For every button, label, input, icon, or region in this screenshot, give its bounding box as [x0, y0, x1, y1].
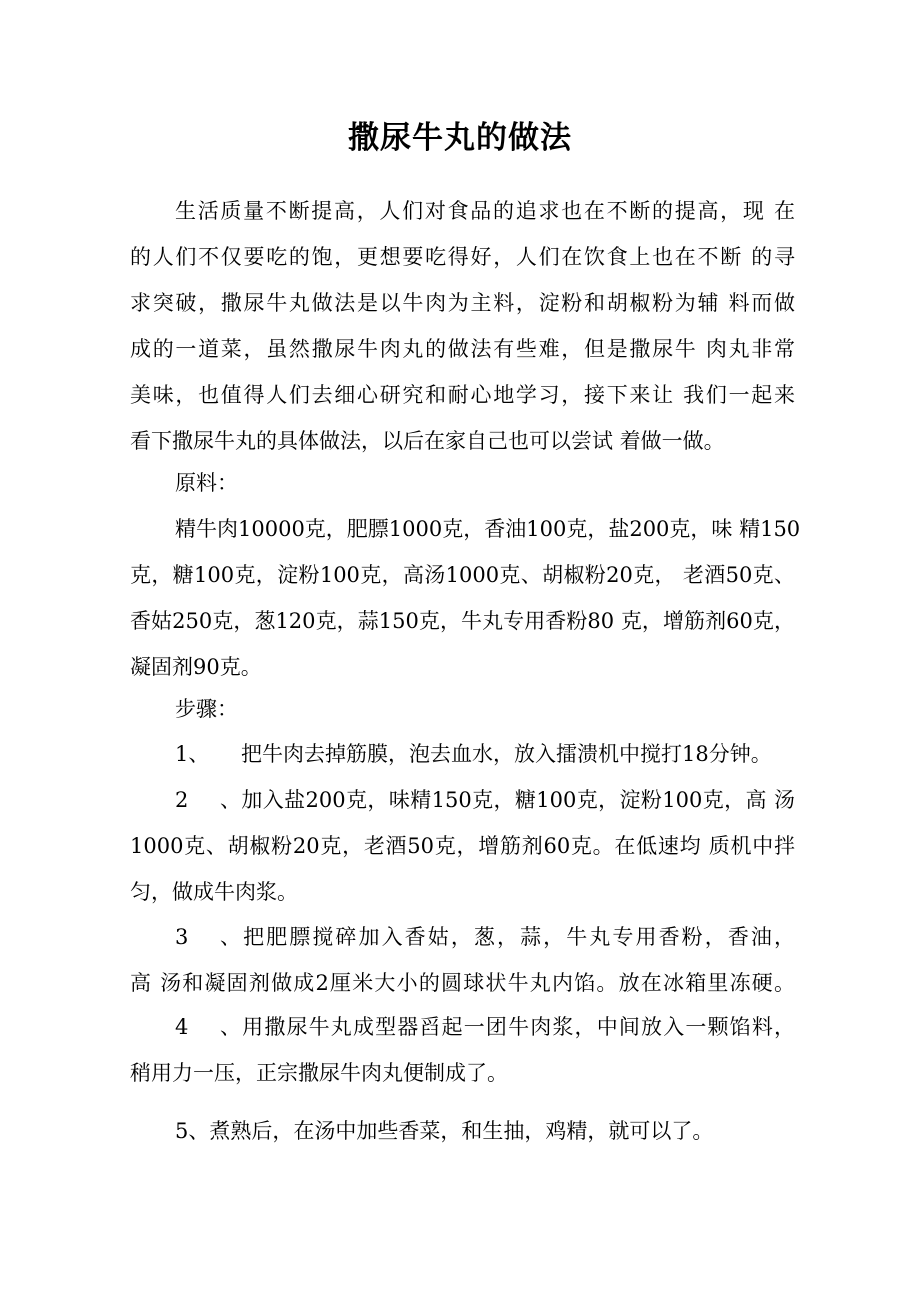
step-item — [130, 914, 795, 1006]
step-text: 把牛肉去掉筋膜，泡去血水，放入擂溃机中搅打18分钟。 — [241, 742, 772, 766]
intro-line: 生活质量不断提高，人们对食品的追求也在不断的提高，现 在 — [175, 199, 795, 223]
ingredients-line: 克，糖100克，淀粉100克，高汤1000克、胡椒粉20克， 老酒50克、 — [130, 563, 795, 587]
intro-line: 求突破，撒尿牛丸做法是以牛肉为主料，淀粉和胡椒粉为辅 料而做 — [130, 291, 795, 315]
step-text: 把肥膘搅碎加入香姑，葱，蒜，牛丸专用香粉，香油， — [241, 925, 795, 949]
step-line — [130, 731, 795, 777]
step-line: 高 汤和凝固剂做成2厘米大小的圆球状牛丸内馅。放在冰箱里冻硬。 — [130, 971, 795, 995]
document-title: 撒尿牛丸的做法 — [348, 120, 572, 156]
ingredients-line: 精牛肉10000克，肥膘1000克，香油100克，盐200克，味 精150 — [175, 517, 801, 541]
intro-line: 看下撒尿牛丸的具体做法，以后在家自己也可以尝试 着做一做。 — [130, 429, 725, 453]
step-number: 1、 — [175, 742, 210, 766]
ingredients-section — [130, 460, 795, 506]
step-line — [130, 914, 795, 960]
steps-section — [130, 686, 795, 732]
step-text: 加入盐200克，味精150克，糖100克，淀粉100克，高 汤 — [241, 788, 795, 812]
step-text: 用撒尿牛丸成型器舀起一团牛肉浆，中间放入一颗馅料， — [241, 1015, 795, 1039]
ingredients-heading: 原料： — [175, 471, 238, 495]
step-line: 稍用力一压，正宗撒尿牛肉丸便制成了。 — [130, 1061, 508, 1085]
step-line — [130, 1004, 795, 1050]
step-number: 3、 — [175, 925, 241, 949]
step-number: 4、 — [175, 1015, 241, 1039]
steps-heading: 步骤： — [175, 697, 238, 721]
step-item — [130, 1004, 795, 1096]
step-item — [130, 731, 795, 777]
step-line: 匀，做成牛肉浆。 — [130, 880, 298, 904]
step-number: 2、 — [175, 788, 241, 812]
step-line: 1000克、胡椒粉20克，老酒50克，增筋剂60克。在低速均 质机中拌 — [130, 834, 795, 858]
intro-line: 的人们不仅要吃的饱，更想要吃得好，人们在饮食上也在不断 的寻 — [130, 245, 795, 269]
ingredients-line: 凝固剂90克。 — [130, 655, 262, 679]
step-line: 5、煮熟后，在汤中加些香菜，和生抽，鸡精，就可以了。 — [175, 1119, 714, 1143]
intro-line: 美味，也值得人们去细心研究和耐心地学习，接下来让 我们一起来 — [130, 383, 795, 407]
intro-paragraph — [130, 188, 795, 464]
step-item — [130, 777, 795, 915]
ingredients-paragraph — [130, 506, 801, 690]
step-line — [130, 777, 795, 823]
intro-line: 成的一道菜，虽然撒尿牛肉丸的做法有些难，但是撒尿牛 肉丸非常 — [130, 337, 795, 361]
step-item-final — [130, 1108, 795, 1154]
ingredients-line: 香姑250克，葱120克，蒜150克，牛丸专用香粉80 克，增筋剂60克， — [130, 609, 795, 633]
